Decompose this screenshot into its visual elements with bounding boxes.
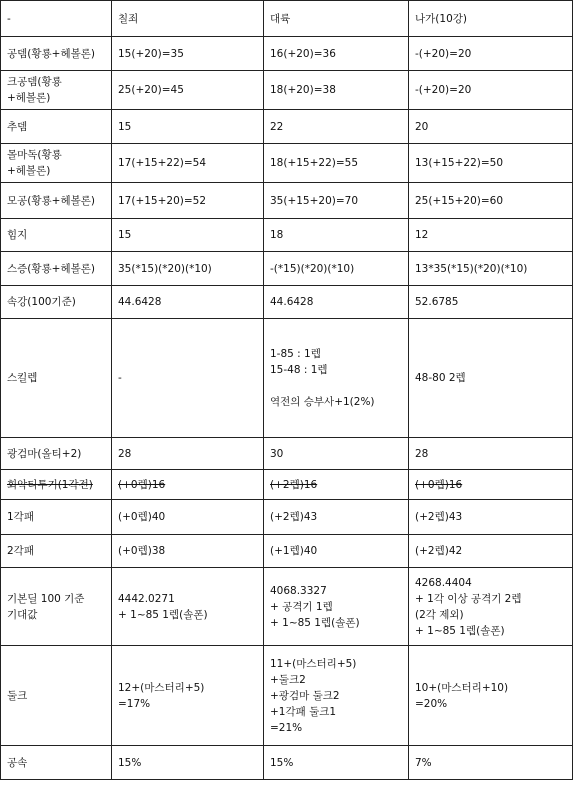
table-cell: (+0렙)16 (112, 470, 264, 500)
table-cell: (+0렙)38 (112, 535, 264, 568)
table-cell: (+2렙)42 (409, 535, 573, 568)
table-cell: 13*35(*15)(*20)(*10) (409, 252, 573, 286)
table-cell: -(*15)(*20)(*10) (264, 252, 409, 286)
table-cell: 1-85 : 1렙 15-48 : 1렙 역전의 승부사+1(2%) (264, 319, 409, 438)
table-cell: 15 (112, 110, 264, 144)
table-cell: 35(+15+20)=70 (264, 183, 409, 219)
table-cell: 18 (264, 219, 409, 252)
row-label: 몰마독(황룡+헤볼론) (1, 144, 112, 183)
table-cell: 52.6785 (409, 286, 573, 319)
table-cell: 10+(마스터리+10) =20% (409, 646, 573, 746)
table-cell: (+2렙)43 (409, 500, 573, 535)
table-cell: 44.6428 (264, 286, 409, 319)
row-label: 공뎀(황룡+헤볼론) (1, 37, 112, 71)
header-cell-daeryuk: 대륙 (264, 1, 409, 37)
row-label: 크공뎀(황룡+헤볼론) (1, 71, 112, 110)
header-row (1, 1, 573, 37)
table-row (1, 535, 573, 568)
table-cell: 12+(마스터리+5) =17% (112, 646, 264, 746)
row-label: 2각패 (1, 535, 112, 568)
row-label: 스증(황룡+헤볼론) (1, 252, 112, 286)
row-label: 1각패 (1, 500, 112, 535)
table-row (1, 110, 573, 144)
table-row (1, 37, 573, 71)
row-label: 회악티투기(1각전) (1, 470, 112, 500)
row-label: 추뎀 (1, 110, 112, 144)
table-cell: (+2렙)16 (264, 470, 409, 500)
table-cell: 12 (409, 219, 573, 252)
table-row (1, 746, 573, 780)
table-row (1, 286, 573, 319)
table-cell: 35(*15)(*20)(*10) (112, 252, 264, 286)
table-cell: 25(+15+20)=60 (409, 183, 573, 219)
table-cell: -(+20)=20 (409, 37, 573, 71)
table-row (1, 252, 573, 286)
table-cell: 13(+15+22)=50 (409, 144, 573, 183)
table-cell: 11+(마스터리+5) +둘크2 +광검마 둘크2 +1각패 둘크1 =21% (264, 646, 409, 746)
table-cell: 44.6428 (112, 286, 264, 319)
table-cell: 17(+15+20)=52 (112, 183, 264, 219)
table-row (1, 438, 573, 470)
table-cell: 7% (409, 746, 573, 780)
table-cell: 16(+20)=36 (264, 37, 409, 71)
table-cell: 22 (264, 110, 409, 144)
table-cell: 18(+15+22)=55 (264, 144, 409, 183)
table-cell: 15(+20)=35 (112, 37, 264, 71)
row-label: 힘지 (1, 219, 112, 252)
table-cell: 4442.0271 + 1~85 1렙(솔폰) (112, 568, 264, 646)
table-row (1, 183, 573, 219)
table-cell: 15% (264, 746, 409, 780)
table-cell: (+0렙)16 (409, 470, 573, 500)
table-cell: 15 (112, 219, 264, 252)
table-cell: 18(+20)=38 (264, 71, 409, 110)
table-cell: -(+20)=20 (409, 71, 573, 110)
row-label: 광검마(올티+2) (1, 438, 112, 470)
table-row (1, 71, 573, 110)
table-cell: (+1렙)40 (264, 535, 409, 568)
row-label: 속강(100기준) (1, 286, 112, 319)
table-cell: 28 (112, 438, 264, 470)
table-cell: 30 (264, 438, 409, 470)
table-row (1, 219, 573, 252)
table-cell: 28 (409, 438, 573, 470)
table-row (1, 568, 573, 646)
table-cell: 15% (112, 746, 264, 780)
table-cell: (+2렙)43 (264, 500, 409, 535)
row-label: 모공(황룡+헤볼론) (1, 183, 112, 219)
table-cell: 17(+15+22)=54 (112, 144, 264, 183)
header-cell-dash: - (1, 1, 112, 37)
table-cell: 25(+20)=45 (112, 71, 264, 110)
table-row (1, 144, 573, 183)
row-label: 기본딜 100 기준 기대값 (1, 568, 112, 646)
table-cell: 48-80 2렙 (409, 319, 573, 438)
row-label: 둘크 (1, 646, 112, 746)
row-label: 공속 (1, 746, 112, 780)
header-cell-naga: 나가(10강) (409, 1, 573, 37)
table-row (1, 319, 573, 438)
table-row (1, 500, 573, 535)
table-body (1, 1, 573, 780)
table-cell: (+0렙)40 (112, 500, 264, 535)
row-label: 스킬렙 (1, 319, 112, 438)
table-row (1, 470, 573, 500)
header-cell-chiljoe: 칠죄 (112, 1, 264, 37)
table-cell: 4068.3327 + 공격기 1렙 + 1~85 1렙(솔폰) (264, 568, 409, 646)
table-row (1, 646, 573, 746)
table-cell: 4268.4404 + 1각 이상 공격기 2렙 (2각 제외) + 1~85 1렙(솔폰) (409, 568, 573, 646)
table-cell: 20 (409, 110, 573, 144)
table-cell: - (112, 319, 264, 438)
